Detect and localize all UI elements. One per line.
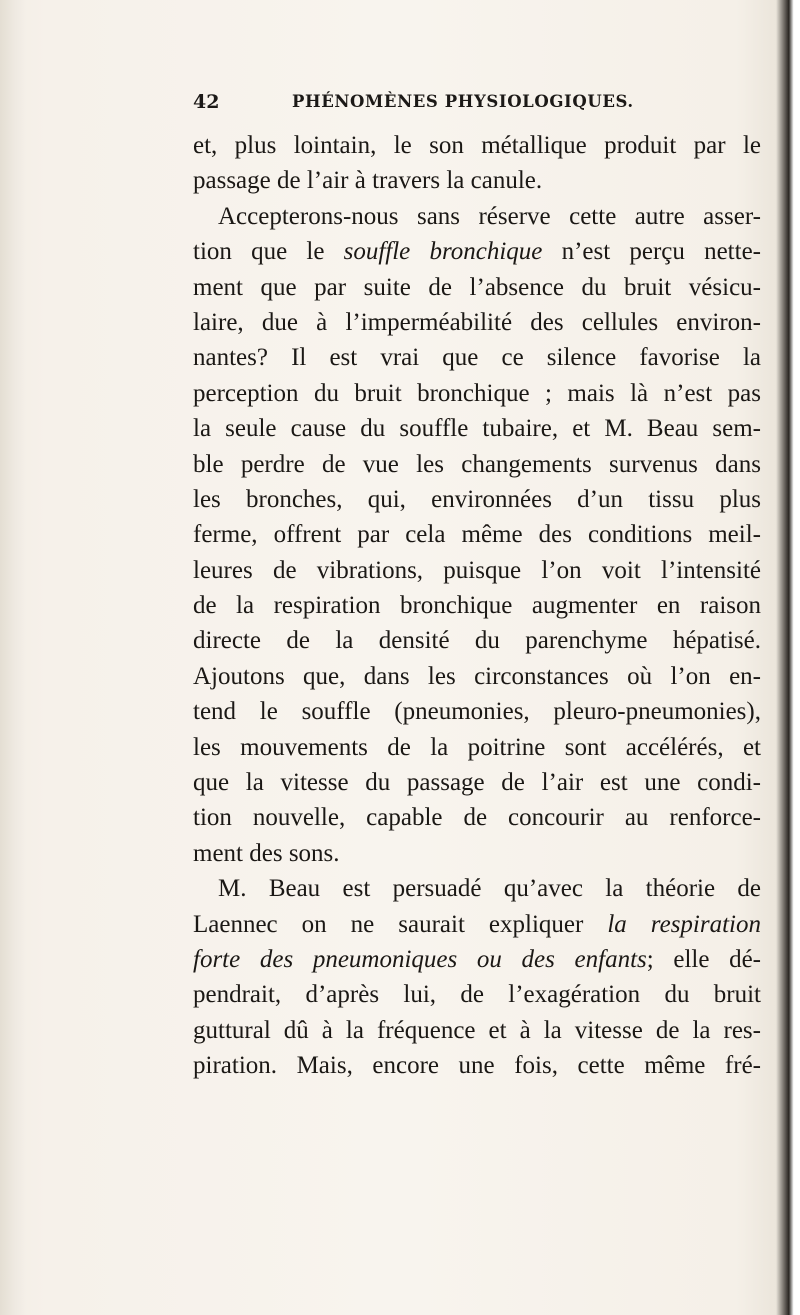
text-line: que la vitesse du passage de l’air est une condi-: [193, 769, 761, 797]
text-line: Laennec on ne saurait expliquer la respiration: [193, 910, 761, 938]
text-line: les mouvements de la poitrine sont accélérés, et: [193, 733, 761, 761]
text-line: ble perdre de vue les changements survenus dans: [193, 450, 761, 478]
text-line: ferme, offrent par cela même des conditions meil-: [193, 521, 761, 549]
text-line: laire, due à l’imperméabilité des cellules environ-: [193, 308, 761, 336]
text-line: forte des pneumoniques ou des enfants; elle dé-: [193, 945, 761, 973]
italic-term: souffle bronchique: [343, 238, 543, 266]
text-line: ment des sons.: [193, 839, 340, 867]
text-line: tion nouvelle, capable de concourir au renforce-: [193, 804, 761, 832]
body-text: [193, 128, 761, 1084]
text-line: Accepterons-nous sans réserve cette autre asser-: [218, 202, 761, 230]
italic-term: la respiration: [607, 910, 761, 938]
text-line: la seule cause du souffle tubaire, et M. Beau sem-: [193, 415, 761, 443]
text-line: perception du bruit bronchique ; mais là n’est pas: [193, 379, 761, 407]
text-line: tion que le souffle bronchique n’est perçu nette-: [193, 238, 761, 266]
text-line: passage de l’air à travers la canule.: [193, 167, 543, 195]
text-line: Ajoutons que, dans les circonstances où l’on en-: [193, 662, 761, 690]
text-line: piration. Mais, encore une fois, cette même fré-: [193, 1052, 761, 1080]
text-line: de la respiration bronchique augmenter en raison: [193, 592, 761, 620]
text-line: les bronches, qui, environnées d’un tissu plus: [193, 485, 761, 513]
page-gutter-shadow: [0, 0, 26, 1315]
text-line: nantes? Il est vrai que ce silence favorise la: [193, 344, 761, 372]
text-line: ment que par suite de l’absence du bruit vésicu-: [193, 273, 761, 301]
text-line: directe de la densité du parenchyme hépatisé.: [193, 627, 761, 655]
text-line: leures de vibrations, puisque l’on voit l’intensité: [193, 556, 761, 584]
text-line: pendrait, d’après lui, de l’exagération du bruit: [193, 981, 761, 1009]
text-line: guttural dû à la fréquence et à la vitesse de la res-: [193, 1016, 761, 1044]
italic-term: forte des pneumoniques ou des enfants: [193, 945, 647, 973]
text-line: et, plus lointain, le son métallique produit par le: [193, 132, 761, 159]
page-header: [193, 91, 693, 117]
text-line: tend le souffle (pneumonies, pleuro-pneumonies),: [193, 698, 761, 726]
running-head: PHÉNOMÈNES PHYSIOLOGIQUES.: [292, 92, 634, 111]
page-number: 42: [193, 91, 220, 113]
text-line: M. Beau est persuadé qu’avec la théorie de: [218, 875, 761, 903]
